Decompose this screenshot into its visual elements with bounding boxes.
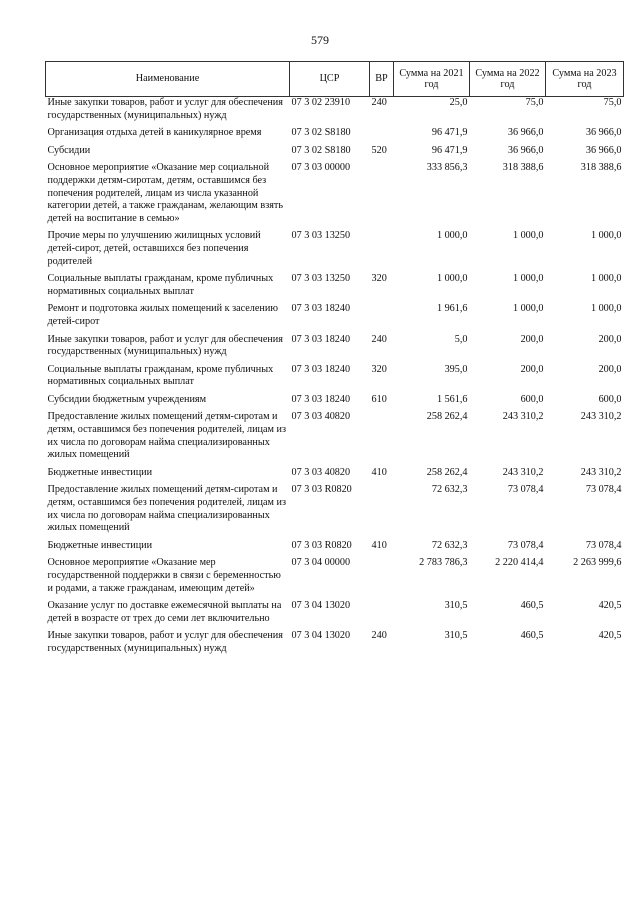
row-sum-2021: 395,0 [444,363,468,375]
row-sum-2023: 36 966,0 [585,144,622,156]
table-row [46,557,624,600]
row-csr-code: 07 3 03 18240 [291,303,351,315]
table-row [46,97,624,128]
row-sum-2023: 200,0 [598,333,622,345]
row-csr-code: 07 3 02 23910 [291,97,351,108]
row-sum-2022: 460,5 [520,600,544,612]
row-vr-code [370,127,394,145]
row-csr-code: 07 3 03 13250 [291,230,351,242]
row-name: Иные закупки товаров, работ и услуг для обеспечения государственных (муниципальных) нужд [47,333,283,358]
row-sum-2023: 73 078,4 [585,539,622,551]
row-csr-code: 07 3 04 13020 [291,600,351,612]
row-name: Оказание услуг по доставке ежемесячной выплаты на детей в возрасте от трех до семи лет включительно [47,600,282,624]
row-sum-2021: 72 632,3 [431,484,468,496]
row-sum-2021: 258 262,4 [426,411,468,423]
row-sum-2023: 1 000,0 [590,273,622,285]
row-vr-code: 320 [371,273,387,285]
row-sum-2021: 1 000,0 [436,273,468,285]
row-name: Основное мероприятие «Оказание мер социальной поддержки детям-сиротам, детям, оставшимся без попечения родителей, лицам из числа указанной категории детей, а также гражданам, желающим взять детей на воспитание в семью» [47,162,284,224]
row-sum-2023: 36 966,0 [585,127,622,139]
row-sum-2021: 310,5 [444,630,468,642]
row-sum-2022: 1 000,0 [512,230,544,242]
row-sum-2023: 1 000,0 [590,230,622,242]
row-name: Субсидии [47,144,91,156]
row-vr-code [370,557,394,600]
row-sum-2021: 310,5 [444,600,468,612]
row-sum-2021: 96 471,9 [431,144,468,156]
table-row [46,162,624,230]
row-sum-2022: 243 310,2 [502,466,544,478]
row-csr-code: 07 3 02 S8180 [291,144,351,156]
row-name: Иные закупки товаров, работ и услуг для обеспечения государственных (муниципальных) нужд [47,97,283,121]
row-vr-code: 320 [371,363,387,375]
row-name: Бюджетные инвестиции [47,466,153,478]
row-vr-code: 610 [371,393,387,405]
row-sum-2023: 243 310,2 [580,411,622,423]
row-csr-code: 07 3 03 R0820 [291,484,352,496]
row-name: Субсидии бюджетным учреждениям [47,393,207,405]
row-vr-code: 240 [371,630,387,642]
row-csr-code: 07 3 03 40820 [291,411,351,423]
table-row [46,303,624,333]
table-row [46,630,624,660]
table-body [46,97,624,661]
row-sum-2021: 72 632,3 [431,539,468,551]
table-row [46,600,624,630]
row-csr-code: 07 3 03 13250 [291,273,351,285]
row-sum-2021: 1 000,0 [436,230,468,242]
row-sum-2021: 96 471,9 [431,127,468,139]
row-name: Социальные выплаты гражданам, кроме публичных нормативных социальных выплат [47,273,274,297]
table-row [46,334,624,364]
row-vr-code [370,162,394,230]
table-row [46,394,624,412]
row-sum-2022: 600,0 [520,393,544,405]
row-csr-code: 07 3 03 18240 [291,333,351,345]
row-sum-2022: 460,5 [520,630,544,642]
table-row [46,127,624,145]
row-sum-2022: 73 078,4 [507,539,544,551]
table-row [46,230,624,273]
row-sum-2023: 420,5 [598,600,622,612]
table-row [46,467,624,485]
table-row [46,540,624,558]
row-sum-2023: 2 263 999,6 [573,557,622,569]
row-sum-2022: 1 000,0 [512,303,544,315]
row-csr-code: 07 3 03 00000 [291,162,351,174]
header-sum-2022: Сумма на 2022 год [470,62,546,97]
table-row [46,411,624,466]
row-sum-2023: 75,0 [603,97,622,108]
row-name: Бюджетные инвестиции [47,539,153,551]
row-name: Организация отдыха детей в каникулярное время [47,127,262,139]
row-sum-2023: 318 388,6 [580,162,622,174]
row-vr-code [370,303,394,333]
row-sum-2022: 2 220 414,4 [495,557,544,569]
row-sum-2021: 1 961,6 [436,303,468,315]
budget-table [45,61,624,661]
row-sum-2022: 36 966,0 [507,144,544,156]
row-csr-code: 07 3 02 S8180 [291,127,351,139]
row-sum-2022: 243 310,2 [502,411,544,423]
row-sum-2021: 5,0 [454,333,468,345]
row-csr-code: 07 3 04 13020 [291,630,351,642]
table-row [46,364,624,394]
row-name: Основное мероприятие «Оказание мер государственной поддержки в связи с беременностью и родами, а также гражданам, имеющим детей» [47,557,281,594]
table-row [46,145,624,163]
row-csr-code: 07 3 04 00000 [291,557,351,569]
header-name: Наименование [46,62,290,97]
page-number: 579 [311,33,329,47]
row-name: Прочие меры по улучшению жилищных условий детей-сирот, детей, оставшихся без попечения родителей [47,230,261,267]
row-sum-2021: 333 856,3 [426,162,468,174]
row-vr-code [370,230,394,273]
header-sum-2021: Сумма на 2021 год [394,62,470,97]
table-row [46,484,624,539]
row-sum-2022: 318 388,6 [502,162,544,174]
row-sum-2022: 75,0 [525,97,544,108]
row-vr-code [370,411,394,466]
row-name: Иные закупки товаров, работ и услуг для обеспечения государственных (муниципальных) нужд [47,630,283,654]
row-sum-2021: 1 561,6 [436,393,468,405]
row-sum-2022: 200,0 [520,363,544,375]
row-sum-2021: 2 783 786,3 [419,557,468,569]
table-header [46,62,624,97]
row-csr-code: 07 3 03 18240 [291,393,351,405]
header-sum-2023: Сумма на 2023 год [546,62,624,97]
row-csr-code: 07 3 03 R0820 [291,539,352,551]
row-vr-code: 520 [371,144,387,156]
row-sum-2023: 73 078,4 [585,484,622,496]
row-vr-code: 410 [371,539,387,551]
row-sum-2023: 200,0 [598,363,622,375]
row-name: Ремонт и подготовка жилых помещений к заселению детей-сирот [47,303,278,327]
table-row [46,273,624,303]
row-name: Предоставление жилых помещений детям-сиротам и детям, оставшимся без попечения родителей, лицам из их числа по договорам найма специализированных жилых помещений [47,484,286,534]
row-sum-2021: 258 262,4 [426,466,468,478]
row-vr-code: 410 [371,466,387,478]
row-sum-2022: 1 000,0 [512,273,544,285]
row-sum-2022: 200,0 [520,333,544,345]
row-vr-code: 240 [371,333,387,345]
row-sum-2022: 73 078,4 [507,484,544,496]
header-csr: ЦСР [290,62,370,97]
row-sum-2023: 420,5 [598,630,622,642]
row-sum-2023: 600,0 [598,393,622,405]
row-csr-code: 07 3 03 18240 [291,363,351,375]
row-sum-2023: 1 000,0 [590,303,622,315]
row-vr-code [370,484,394,539]
row-sum-2022: 36 966,0 [507,127,544,139]
row-name: Предоставление жилых помещений детям-сиротам и детям, оставшимся без попечения родителей, лицам из их числа по договорам найма специализированных жилых помещений [47,411,286,461]
row-sum-2023: 243 310,2 [580,466,622,478]
row-csr-code: 07 3 03 40820 [291,466,351,478]
row-vr-code: 240 [371,97,387,108]
row-sum-2021: 25,0 [449,97,468,108]
header-vr: ВР [370,62,394,97]
row-vr-code [370,600,394,630]
row-name: Социальные выплаты гражданам, кроме публичных нормативных социальных выплат [47,363,274,388]
